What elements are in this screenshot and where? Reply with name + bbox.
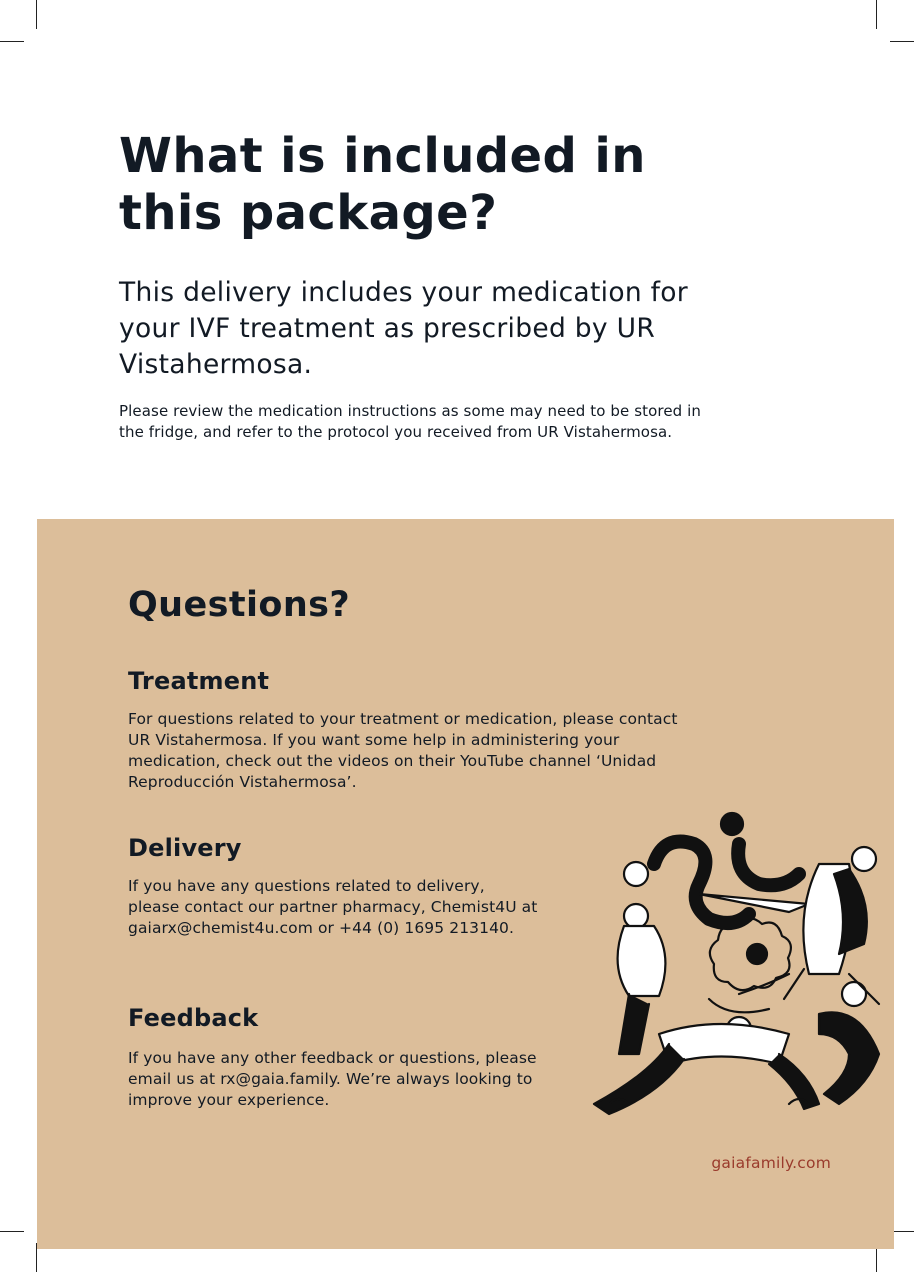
delivery-heading: Delivery — [128, 834, 242, 862]
crop-mark-top-right — [876, 0, 877, 29]
page-title: What is included in this package? — [119, 128, 646, 241]
lead-paragraph: This delivery includes your medication for your IVF treatment as prescribed by UR Vistahermosa. — [119, 277, 688, 380]
crop-mark-bottom-left-h — [0, 1231, 24, 1232]
questions-panel — [37, 519, 894, 1249]
treatment-heading: Treatment — [128, 667, 270, 695]
feedback-body: If you have any other feedback or questions, please email us at rx@gaia.family. We’re always looking to improve your experience. — [128, 1049, 537, 1109]
crop-mark-top-right-h — [890, 41, 914, 42]
crop-mark-top-left — [36, 0, 37, 29]
questions-title: Questions? — [128, 585, 351, 625]
website-link[interactable]: gaiafamily.com — [711, 1154, 831, 1172]
treatment-body: For questions related to your treatment or medication, please contact UR Vistahermosa. If you want some help in administering your medication, check out the videos on their YouTube channel ‘Unidad Reproducción Vistahermosa’. — [128, 710, 678, 791]
people-illustration-icon — [589, 804, 894, 1119]
feedback-heading: Feedback — [128, 1004, 259, 1032]
delivery-body: If you have any questions related to delivery, please contact our partner pharmacy, Chemist4U at gaiarx@chemist4u.com or +44 (0) 1695 213140. — [128, 877, 538, 937]
storage-note: Please review the medication instructions as some may need to be stored in the fridge, and refer to the protocol you received from UR Vistahermosa. — [119, 402, 702, 441]
crop-mark-top-left-h — [0, 41, 24, 42]
